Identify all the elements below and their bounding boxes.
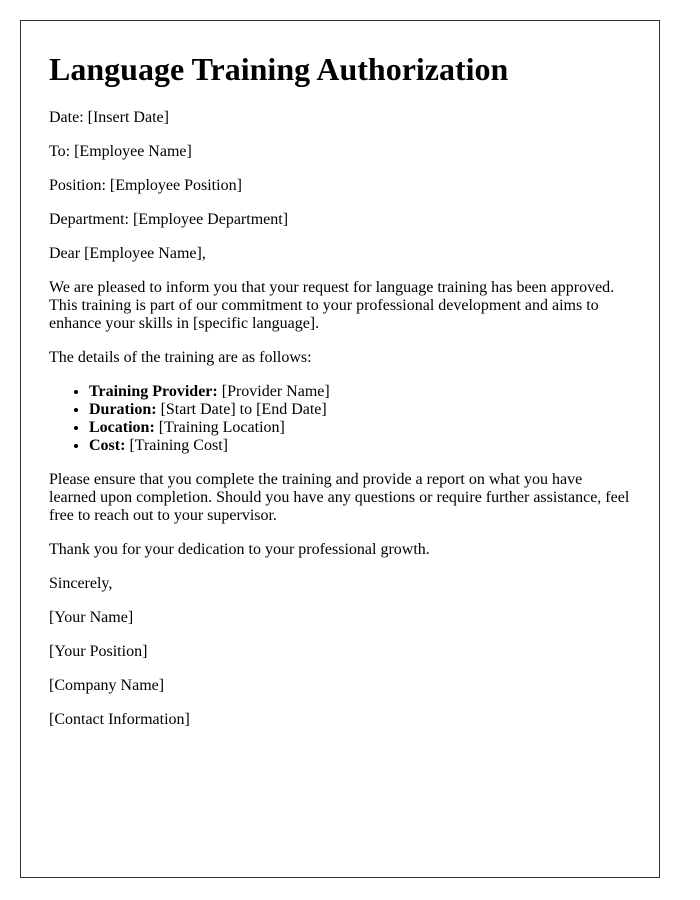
thanks-paragraph: Thank you for your dedication to your professional growth. xyxy=(49,541,430,558)
intro-paragraph: We are pleased to inform you that your request for language training has been approved. This training is part of our commitment to your professional development and aims to enhance your skills in [specific language]. xyxy=(49,279,615,332)
detail-label: Cost: xyxy=(89,437,126,454)
salutation: Dear [Employee Name], xyxy=(49,245,206,262)
detail-value: [Training Location] xyxy=(158,419,285,436)
letter-document xyxy=(20,20,660,878)
details-list xyxy=(49,383,631,455)
details-intro: The details of the training are as follows: xyxy=(49,349,312,366)
detail-label: Training Provider: xyxy=(89,383,218,400)
detail-value: [Training Cost] xyxy=(129,437,228,454)
instructions-paragraph: Please ensure that you complete the training and provide a report on what you have learned upon completion. Should you have any questions or require further assistance, feel free to reach out to your supervisor. xyxy=(49,471,630,524)
detail-item-location xyxy=(89,419,631,437)
date-field: Date: [Insert Date] xyxy=(49,109,169,126)
to-field: To: [Employee Name] xyxy=(49,143,192,160)
detail-item-cost xyxy=(89,437,631,455)
detail-item-duration xyxy=(89,401,631,419)
signature-position: [Your Position] xyxy=(49,643,148,660)
detail-label: Location: xyxy=(89,419,155,436)
closing: Sincerely, xyxy=(49,575,113,592)
position-field: Position: [Employee Position] xyxy=(49,177,242,194)
signature-contact: [Contact Information] xyxy=(49,711,190,728)
detail-value: [Provider Name] xyxy=(221,383,330,400)
signature-company: [Company Name] xyxy=(49,677,165,694)
signature-name: [Your Name] xyxy=(49,609,134,626)
letter-title: Language Training Authorization xyxy=(49,51,509,87)
detail-label: Duration: xyxy=(89,401,157,418)
department-field: Department: [Employee Department] xyxy=(49,211,289,228)
detail-item-provider xyxy=(89,383,631,401)
detail-value: [Start Date] to [End Date] xyxy=(160,401,327,418)
